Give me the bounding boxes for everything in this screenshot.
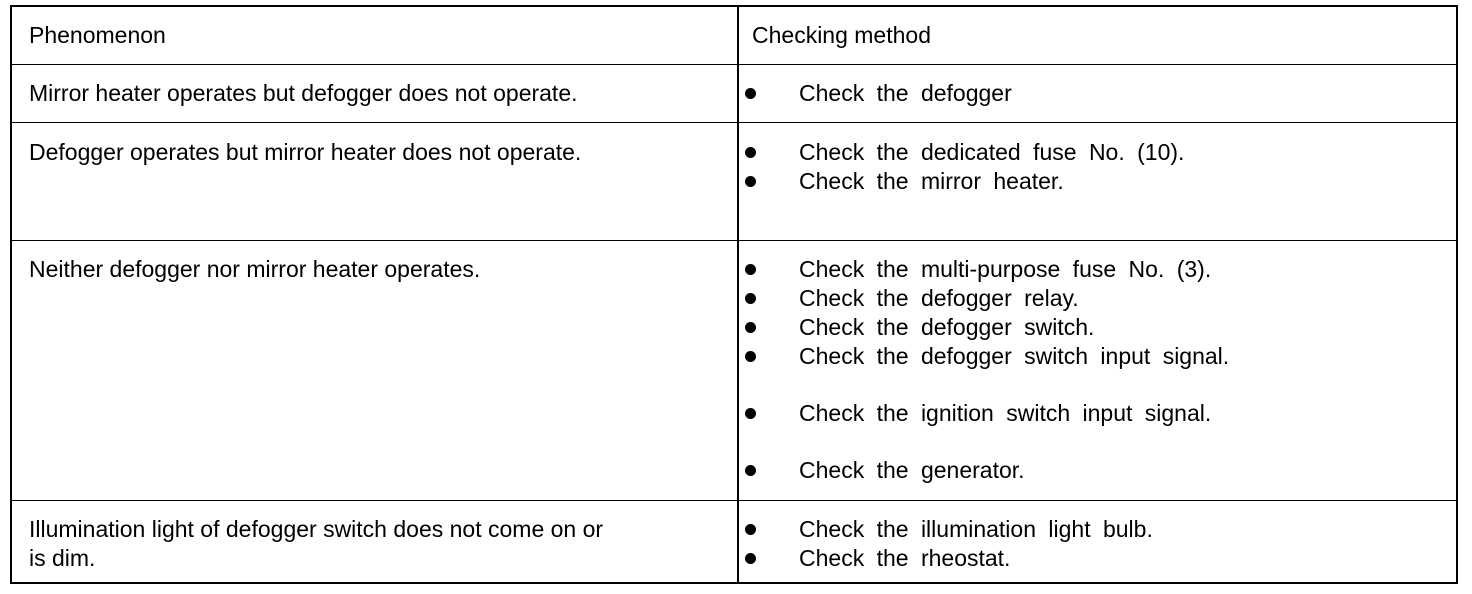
header-phenomenon: Phenomenon	[29, 22, 166, 48]
bullet-icon	[745, 553, 756, 564]
bullet-icon	[745, 88, 756, 99]
row-divider	[12, 122, 1456, 123]
method-text: Check the dedicated fuse No. (10).	[799, 139, 1185, 165]
method-text: Check the ignition switch input signal.	[799, 400, 1212, 426]
row-divider	[12, 500, 1456, 501]
method-text: Check the illumination light bulb.	[799, 516, 1153, 542]
column-divider	[737, 7, 739, 582]
phenomenon-cell-line: Illumination light of defogger switch does not come on or	[29, 516, 604, 542]
bullet-icon	[745, 264, 756, 275]
row-divider	[12, 64, 1456, 65]
method-text: Check the multi-purpose fuse No. (3).	[799, 256, 1212, 282]
bullet-icon	[745, 465, 756, 476]
bullet-icon	[745, 322, 756, 333]
method-text: Check the mirror heater.	[799, 168, 1064, 194]
bullet-icon	[745, 147, 756, 158]
method-text: Check the defogger	[799, 80, 1012, 106]
bullet-icon	[745, 524, 756, 535]
phenomenon-cell: Defogger operates but mirror heater does not operate.	[29, 139, 582, 165]
bullet-icon	[745, 293, 756, 304]
row-divider	[12, 240, 1456, 241]
phenomenon-cell-line: is dim.	[29, 545, 96, 571]
bullet-icon	[745, 176, 756, 187]
phenomenon-cell: Neither defogger nor mirror heater operates.	[29, 256, 481, 282]
method-text: Check the defogger switch.	[799, 314, 1095, 340]
method-text: Check the defogger switch input signal.	[799, 343, 1230, 369]
method-text: Check the generator.	[799, 457, 1025, 483]
method-text: Check the defogger relay.	[799, 285, 1079, 311]
troubleshooting-table	[10, 5, 1458, 584]
method-text: Check the rheostat.	[799, 545, 1011, 571]
header-checking-method: Checking method	[752, 22, 931, 48]
bullet-icon	[745, 351, 756, 362]
phenomenon-cell: Mirror heater operates but defogger does not operate.	[29, 80, 578, 106]
bullet-icon	[745, 408, 756, 419]
